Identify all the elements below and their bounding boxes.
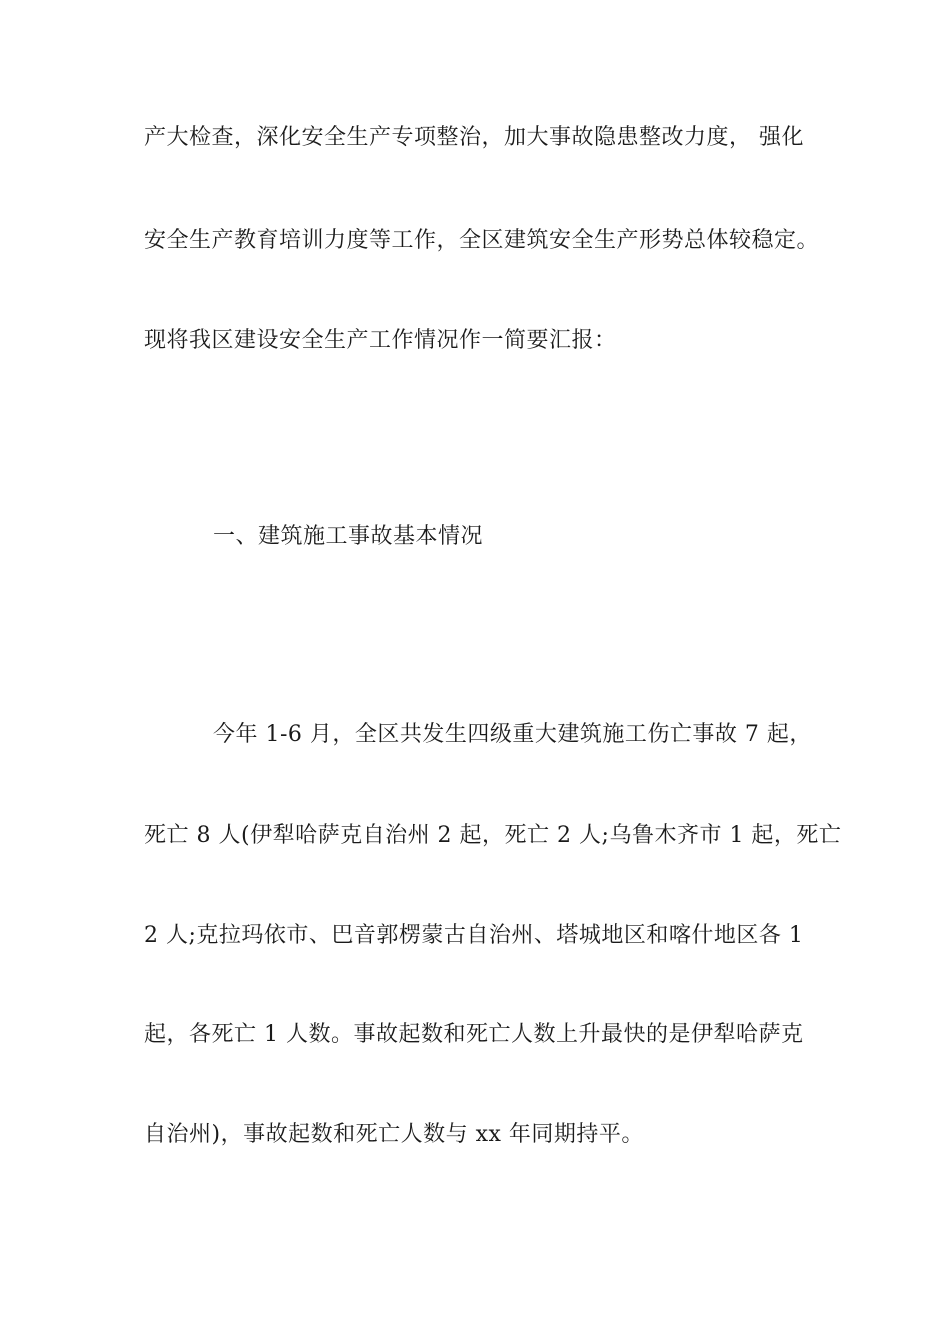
paragraph-line: 死亡 8 人(伊犁哈萨克自治州 2 起，死亡 2 人;乌鲁木齐市 1 起，死亡 xyxy=(144,823,842,848)
paragraph-line: 现将我区建设安全生产工作情况作一简要汇报： xyxy=(144,328,617,353)
paragraph-line: 自治州)，事故起数和死亡人数与 xx 年同期持平。 xyxy=(144,1122,644,1147)
paragraph-line: 产大检查，深化安全生产专项整治，加大事故隐患整改力度， 强化 xyxy=(144,125,804,150)
section-heading: 一、建筑施工事故基本情况 xyxy=(213,524,484,549)
paragraph-line: 起，各死亡 1 人数。事故起数和死亡人数上升最快的是伊犁哈萨克 xyxy=(144,1022,804,1047)
paragraph-line: 今年 1-6 月，全区共发生四级重大建筑施工伤亡事故 7 起， xyxy=(213,722,812,747)
paragraph-line: 安全生产教育培训力度等工作，全区建筑安全生产形势总体较稳定。 xyxy=(144,228,820,253)
paragraph-line: 2 人;克拉玛依市、巴音郭楞蒙古自治州、塔城地区和喀什地区各 1 xyxy=(144,923,804,948)
